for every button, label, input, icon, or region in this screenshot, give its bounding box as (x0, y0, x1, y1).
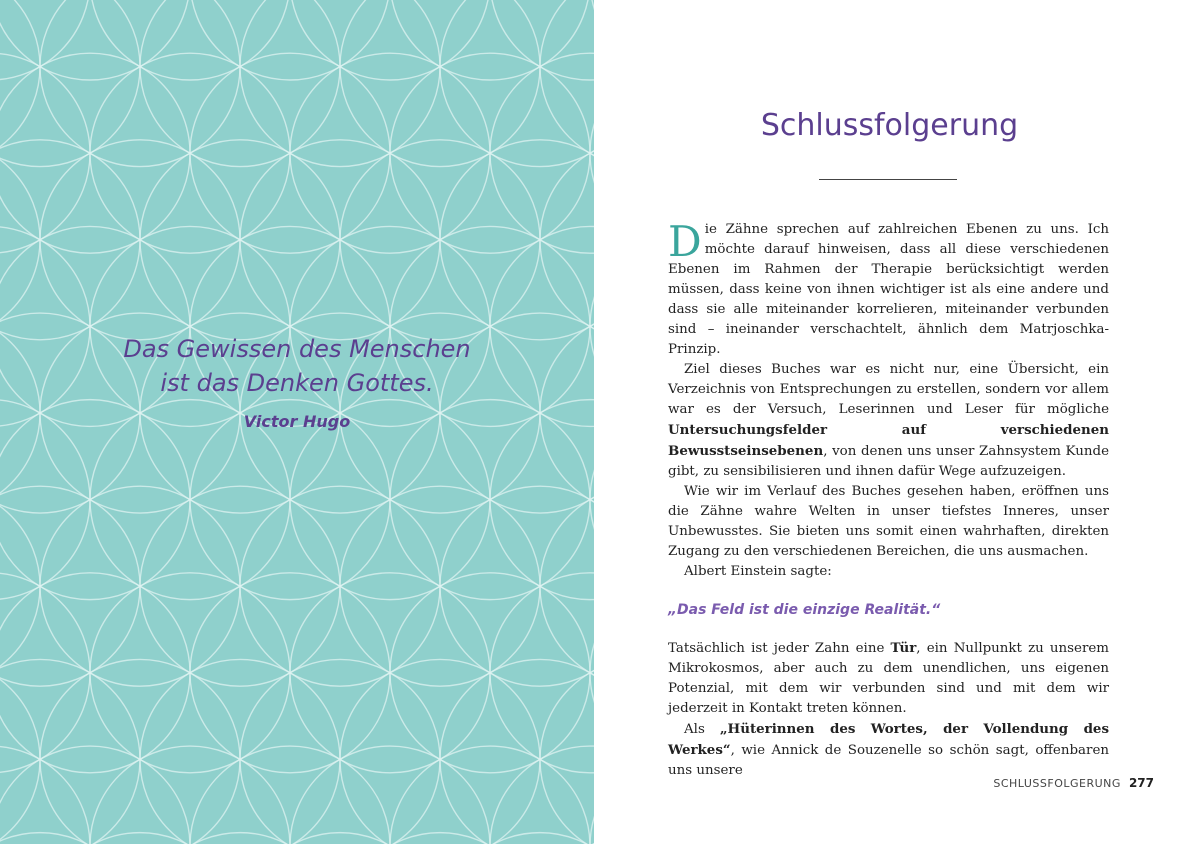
pattern-circle (540, 486, 594, 686)
paragraph-2-emphasis: Untersuchungsfelder auf verschiedenen Bewusstseinsebenen (668, 422, 1109, 459)
pattern-circle (90, 746, 290, 844)
pattern-circle (240, 0, 440, 167)
footer-label: SCHLUSSFOLGERUNG (993, 777, 1121, 790)
paragraph-2 (668, 360, 1109, 482)
pattern-circle (0, 746, 190, 844)
pattern-circle (390, 0, 590, 80)
pattern-circle (0, 0, 90, 80)
pattern-circle (290, 746, 490, 844)
paragraph-6-start: Als (684, 722, 720, 737)
paragraph-4: Albert Einstein sagte: (684, 564, 832, 579)
pattern-circle (340, 0, 540, 167)
pattern-circle (0, 53, 90, 253)
epigraph-author: Victor Hugo (243, 412, 351, 431)
paragraph-2-start: Ziel dieses Buches war es nicht nur, eine Übersicht, ein Verzeichnis von Entsprechungen zu erstellen, sondern vor allem war es der Versuch, Leserinnen und Leser für mögliche (668, 362, 1109, 417)
pattern-circle (140, 833, 340, 844)
pattern-circle (0, 486, 140, 686)
drop-cap: D (668, 217, 702, 266)
pattern-circle (0, 140, 140, 340)
pattern-circle (40, 0, 240, 167)
pattern-circle (40, 833, 240, 844)
running-footer (964, 776, 1154, 790)
pattern-circle (0, 573, 90, 773)
pattern-circle (190, 746, 390, 844)
pattern-circle (440, 833, 594, 844)
chapter-title: Schlussfolgerung (760, 108, 1019, 143)
pattern-circle (540, 0, 594, 167)
page-number: 277 (1128, 776, 1154, 790)
pattern-circle (390, 746, 590, 844)
paragraph-1 (668, 217, 1109, 360)
paragraph-5 (668, 638, 1109, 719)
paragraph-2-end: , von denen uns unser Zahnsystem Kunde gibt, zu sensibilisieren und ihnen dafür Wege aufzuzeigen. (668, 444, 1109, 479)
title-divider (819, 179, 957, 180)
epigraph (0, 332, 594, 431)
pattern-circle (340, 833, 540, 844)
right-page (594, 0, 1185, 844)
paragraph-6 (668, 719, 1109, 781)
paragraph-1-text: ie Zähne sprechen auf zahlreichen Ebenen zu uns. Ich möchte darauf hinweisen, dass all diese verschiedenen Ebenen im Rahmen der Therapie berücksichtigt werden müssen, dass keine von ihnen wichtiger ist als eine andere und dass sie alle miteinander korrelieren, miteinander verbunden sind – ineinander verschachtelt, ähnlich dem Matrjoschka-Prinzip. (668, 222, 1109, 357)
paragraph-6-emphasis: „Hüterinnen des Wortes, der Vollendung des Werkes“ (668, 721, 1109, 758)
pattern-circle (0, 53, 190, 253)
paragraph-6-end: , wie Annick de Souzenelle so schön sagt, offenbaren uns unsere (668, 743, 1109, 778)
paragraph-5-start: Tatsächlich ist jeder Zahn eine (668, 641, 891, 656)
pattern-circle (0, 140, 40, 340)
pattern-circle (140, 0, 340, 167)
body-text (668, 217, 1109, 781)
paragraph-5-end: , ein Nullpunkt zu unserem Mikrokosmos, aber auch zu dem unendlichen, uns eigenen Potenzial, mit dem wir verbunden sind und mit dem wir jederzeit in Kontakt treten können. (668, 641, 1109, 716)
pull-quote: „Das Feld ist die einzige Realität.“ (668, 602, 941, 618)
pattern-circle (540, 833, 594, 844)
pattern-circle (0, 486, 40, 686)
pattern-circle (0, 746, 90, 844)
epigraph-line-1: Das Gewissen des Menschen (123, 335, 471, 363)
paragraph-5-emphasis: Tür (890, 640, 917, 656)
pattern-circle (190, 0, 390, 80)
pattern-circle (540, 140, 594, 340)
pattern-circle (440, 140, 594, 340)
pattern-circle (0, 573, 190, 773)
pattern-circle (440, 0, 594, 167)
pattern-circle (0, 659, 40, 844)
paragraph-3: Wie wir im Verlauf des Buches gesehen haben, eröffnen uns die Zähne wahre Welten in unser tiefstes Inneres, unser Unbewusstes. Sie bieten uns somit einen wahrhaften, direkten Zugang zu den verschiedenen Bereichen, die uns ausmachen. (668, 484, 1109, 559)
epigraph-line-2: ist das Denken Gottes. (160, 369, 434, 397)
pattern-circle (440, 486, 594, 686)
pattern-circle (90, 0, 290, 80)
pattern-circle (240, 833, 440, 844)
pattern-circle (290, 0, 490, 80)
